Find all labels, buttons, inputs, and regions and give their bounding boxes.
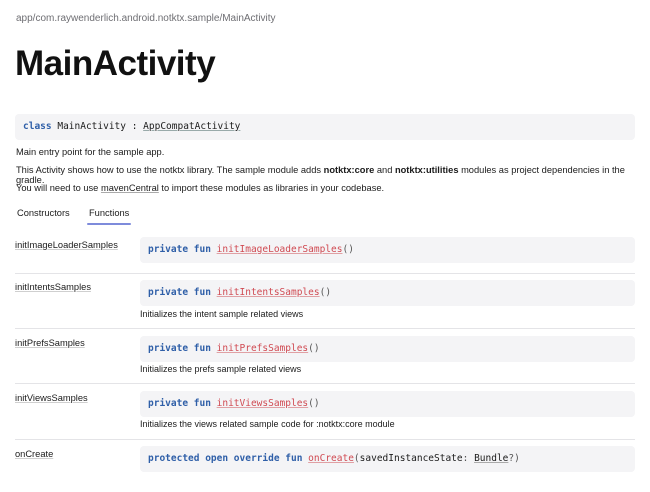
- modifiers: private fun: [148, 343, 217, 354]
- args: (): [342, 244, 354, 255]
- desc-bold-core: notktx:core: [323, 165, 375, 175]
- function-signature: [140, 446, 635, 472]
- modifiers: private fun: [148, 244, 217, 255]
- breadcrumb[interactable]: app/com.raywenderlich.android.notktx.sample/MainActivity: [16, 13, 276, 24]
- modifiers: protected open override fun: [148, 453, 309, 464]
- args: (): [308, 398, 320, 409]
- desc-text: modules as project dependencies in the gradle.: [16, 165, 625, 185]
- desc-text: to import these modules as libraries in your codebase.: [158, 183, 385, 193]
- param-name: savedInstanceState: [359, 453, 463, 464]
- args: (): [319, 287, 332, 298]
- signature-separator: :: [125, 121, 144, 132]
- parent-class-link[interactable]: AppCompatActivity: [143, 121, 241, 132]
- function-link[interactable]: initImageLoaderSamples: [216, 244, 343, 255]
- args: (): [308, 343, 320, 354]
- function-description: Initializes the prefs sample related views: [140, 364, 302, 374]
- function-link[interactable]: initIntentsSamples: [216, 287, 320, 298]
- divider: [15, 328, 635, 329]
- divider: [15, 439, 635, 440]
- function-description: Initializes the views related sample code for :notktx:core module: [140, 419, 395, 429]
- param-colon: :: [462, 453, 475, 464]
- keyword-class: class: [23, 121, 52, 132]
- function-name-link[interactable]: initViewsSamples: [15, 393, 88, 403]
- function-name-link[interactable]: initImageLoaderSamples: [15, 240, 118, 250]
- param-type-link[interactable]: Bundle: [474, 453, 509, 464]
- args-close: ?): [508, 453, 520, 464]
- desc-bold-utilities: notktx:utilities: [394, 165, 459, 175]
- modifiers: private fun: [148, 287, 217, 298]
- description-line-3: [16, 183, 384, 193]
- desc-text: This Activity shows how to use the notktx library. The sample module adds: [16, 165, 324, 175]
- page-title: MainActivity: [15, 44, 216, 83]
- function-signature: [140, 336, 635, 362]
- function-name-link[interactable]: onCreate: [15, 449, 54, 459]
- function-link[interactable]: initViewsSamples: [216, 398, 309, 409]
- description-line-2: [16, 165, 650, 185]
- tab-functions[interactable]: Functions: [89, 208, 130, 218]
- divider: [15, 273, 635, 274]
- function-link[interactable]: onCreate: [308, 453, 354, 464]
- modifiers: private fun: [148, 398, 217, 409]
- function-name-link[interactable]: initPrefsSamples: [15, 338, 85, 348]
- function-link[interactable]: initPrefsSamples: [216, 343, 309, 354]
- desc-text: You will need to use: [16, 183, 101, 193]
- maven-central-link[interactable]: mavenCentral: [100, 183, 159, 193]
- desc-text: and: [374, 165, 395, 175]
- class-name: MainActivity: [57, 121, 126, 132]
- function-signature: [140, 237, 635, 263]
- tab-constructors[interactable]: Constructors: [17, 208, 70, 218]
- divider: [15, 383, 635, 384]
- function-description: Initializes the intent sample related views: [140, 309, 304, 319]
- function-signature: [140, 391, 635, 417]
- function-name-link[interactable]: initIntentsSamples: [15, 282, 91, 292]
- function-signature: [140, 280, 635, 306]
- args-open: (: [353, 453, 360, 464]
- class-signature: [15, 114, 635, 140]
- description-line-1: Main entry point for the sample app.: [16, 147, 165, 157]
